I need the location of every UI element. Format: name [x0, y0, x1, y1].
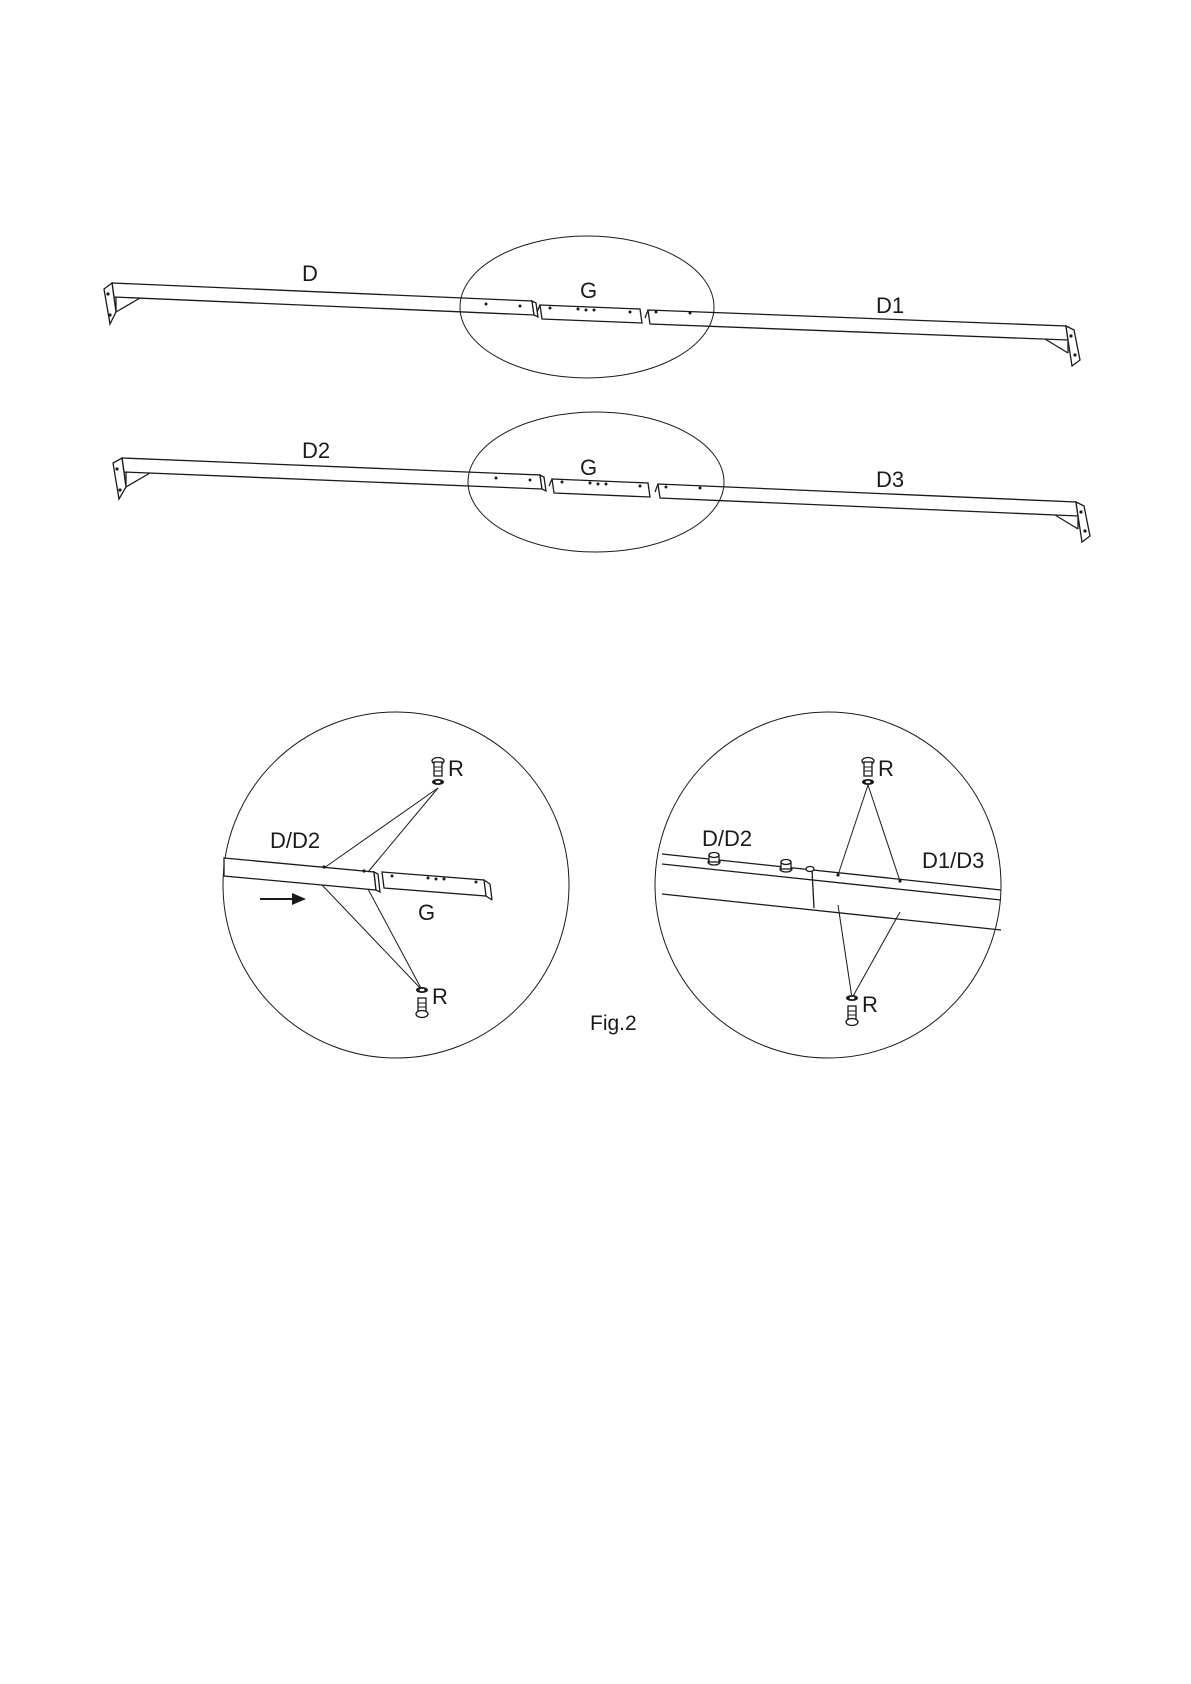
label-d-d2-left: D/D2: [270, 828, 321, 853]
label-g-row2: G: [580, 455, 598, 480]
arrow-right-icon: [260, 893, 306, 905]
washer-icon: [416, 987, 428, 993]
label-r-top-right: R: [878, 756, 894, 781]
connector-g-row2: [549, 479, 650, 497]
connector-g: [537, 305, 642, 323]
label-r-bottom-left: R: [432, 984, 448, 1009]
bolt-icon: [780, 860, 792, 873]
bolt-icon: [416, 998, 428, 1018]
bolt-icon: [846, 1006, 858, 1026]
bolt-icon: [708, 853, 720, 866]
washer-icon: [432, 779, 444, 785]
label-d3: D3: [876, 467, 905, 492]
beam-d3: [655, 484, 1090, 542]
label-d-d2-right: D/D2: [702, 826, 753, 851]
label-d: D: [302, 261, 318, 286]
row2-assembly: [113, 412, 1090, 552]
row1-assembly: [104, 236, 1080, 378]
label-r-top-left: R: [448, 756, 464, 781]
label-g-detail: G: [418, 900, 436, 925]
washer-icon: [862, 779, 874, 785]
label-r-bottom-right: R: [862, 992, 878, 1017]
figure-caption: Fig.2: [590, 1012, 637, 1035]
label-g-row1: G: [580, 278, 598, 303]
label-d1: D1: [876, 293, 905, 318]
detail-right: [655, 712, 1001, 1058]
beam-d: [104, 283, 538, 324]
bolt-icon: [862, 758, 874, 777]
label-d1-d3: D1/D3: [922, 848, 985, 873]
bolt-icon: [432, 758, 444, 777]
label-d2: D2: [302, 438, 331, 463]
beam-d1: [645, 310, 1080, 366]
washer-icon: [846, 995, 858, 1001]
beam-d2: [113, 458, 546, 499]
detail-left: [223, 712, 569, 1058]
